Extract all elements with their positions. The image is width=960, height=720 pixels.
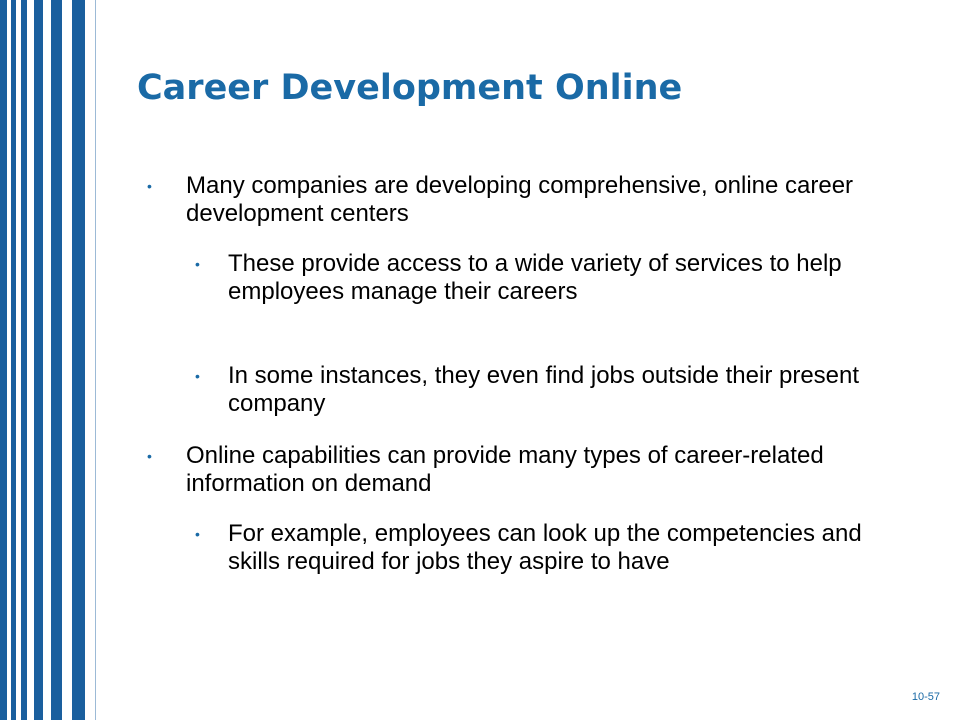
sub-bullet-item: [195, 520, 908, 576]
bullet-item: [147, 172, 906, 228]
slide-number: 10-57: [911, 691, 940, 703]
slide-title: Career Development Online: [137, 68, 683, 108]
bullet-text: In some instances, they even find jobs outside their present company: [228, 362, 860, 417]
bullet-icon: •: [147, 448, 152, 464]
bullet-icon: •: [195, 256, 200, 272]
bullet-text: For example, employees can look up the competencies and skills required for jobs they aspire to have: [228, 520, 862, 575]
bullet-icon: •: [195, 526, 200, 542]
bullet-icon: •: [195, 368, 200, 384]
bullet-text: Many companies are developing comprehensive, online career development centers: [186, 172, 854, 227]
bullet-icon: •: [147, 178, 152, 194]
bullet-text: These provide access to a wide variety of services to help employees manage their careers: [228, 250, 842, 305]
bullet-item: [147, 442, 906, 498]
sub-bullet-item: [195, 362, 908, 418]
sub-bullet-item: [195, 250, 908, 306]
bullet-text: Online capabilities can provide many types of career-related information on demand: [186, 442, 824, 497]
